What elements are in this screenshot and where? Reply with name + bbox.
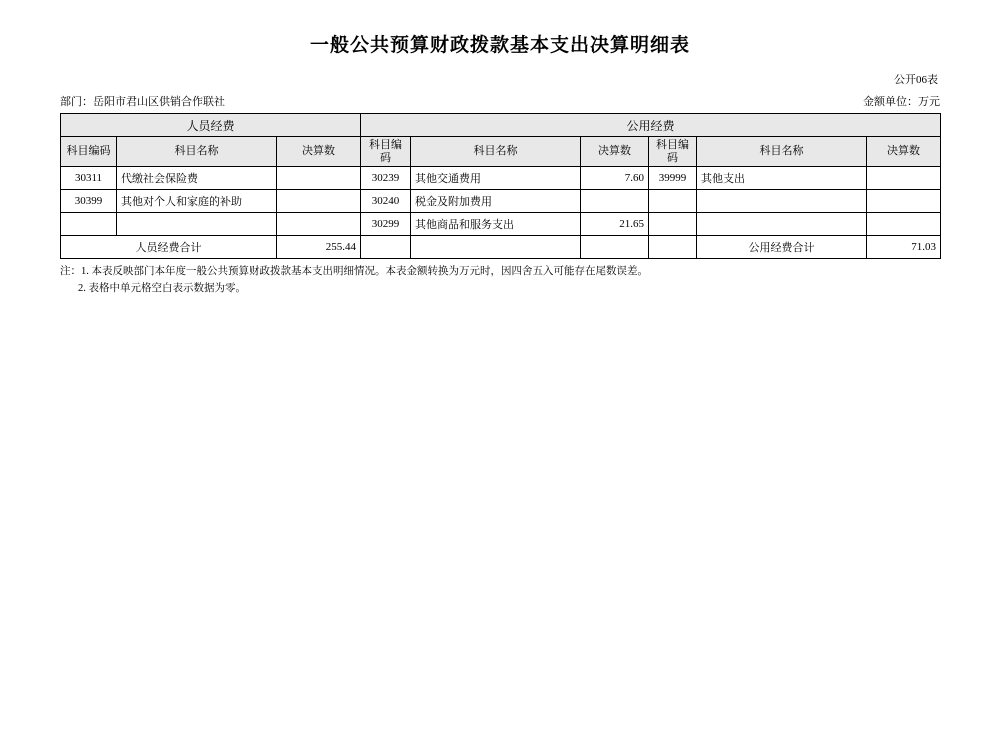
page-title: 一般公共预算财政拨款基本支出决算明细表: [309, 35, 690, 56]
cell-personnel-code: [61, 213, 117, 236]
total-spacer-amount: [581, 236, 649, 259]
unit-label: 金额单位：万元: [863, 96, 940, 108]
column-header-amount-1: 决算数: [277, 137, 361, 167]
group-header-public: 公用经费: [361, 114, 941, 137]
cell-personnel-code: 30311: [61, 167, 117, 190]
column-header-code-1: 科目编码: [61, 137, 117, 167]
cell-personnel-amount: [277, 190, 361, 213]
cell-public-code: 30299: [361, 213, 411, 236]
note-line-2: 2. 表格中单元格空白表示数据为零。: [78, 283, 246, 295]
cell-personnel-name: 其他对个人和家庭的补助: [117, 190, 277, 213]
total-personnel-label: 人员经费合计: [61, 236, 277, 259]
table-row: [61, 190, 941, 213]
budget-table: [60, 113, 941, 259]
cell-public-name: 其他交通费用: [411, 167, 581, 190]
cell-other-name: [697, 213, 867, 236]
cell-personnel-name: 代缴社会保险费: [117, 167, 277, 190]
total-spacer-code: [361, 236, 411, 259]
cell-public-code: 30239: [361, 167, 411, 190]
table-row: [61, 167, 941, 190]
column-header-amount-2: 决算数: [581, 137, 649, 167]
meta-row: [60, 93, 940, 109]
cell-public-name: 税金及附加费用: [411, 190, 581, 213]
cell-personnel-amount: [277, 167, 361, 190]
cell-other-code: [649, 190, 697, 213]
table-row: [61, 213, 941, 236]
cell-other-amount: [867, 190, 941, 213]
page-root: [0, 30, 1000, 736]
cell-public-amount: [581, 190, 649, 213]
column-header-name-1: 科目名称: [117, 137, 277, 167]
group-header-personnel: 人员经费: [61, 114, 361, 137]
note-line-1: 注：1. 本表反映部门本年度一般公共预算财政拨款基本支出明细情况。本表金额转换为万元时，因四舍五入可能存在尾数误差。: [60, 266, 648, 278]
cell-public-amount: 7.60: [581, 167, 649, 190]
table-group-header-row: [61, 114, 941, 137]
column-header-code-2: 科目编码: [361, 137, 411, 167]
table-column-header-row: [61, 137, 941, 167]
cell-personnel-name: [117, 213, 277, 236]
cell-other-code: 39999: [649, 167, 697, 190]
cell-public-amount: 21.65: [581, 213, 649, 236]
cell-public-code: 30240: [361, 190, 411, 213]
cell-other-amount: [867, 213, 941, 236]
department-label: 部门：岳阳市君山区供销合作联社: [60, 96, 225, 108]
cell-personnel-amount: [277, 213, 361, 236]
cell-other-code: [649, 213, 697, 236]
cell-other-amount: [867, 167, 941, 190]
cell-other-name: 其他支出: [697, 167, 867, 190]
column-header-name-3: 科目名称: [697, 137, 867, 167]
total-public-label: 公用经费合计: [697, 236, 867, 259]
cell-personnel-code: 30399: [61, 190, 117, 213]
cell-other-name: [697, 190, 867, 213]
total-personnel-amount: 255.44: [277, 236, 361, 259]
column-header-code-3: 科目编码: [649, 137, 697, 167]
total-spacer-code-2: [649, 236, 697, 259]
table-notes: [60, 264, 940, 298]
cell-public-name: 其他商品和服务支出: [411, 213, 581, 236]
column-header-amount-3: 决算数: [867, 137, 941, 167]
form-code: 公开06表: [894, 74, 938, 86]
column-header-name-2: 科目名称: [411, 137, 581, 167]
total-spacer-name: [411, 236, 581, 259]
total-public-amount: 71.03: [867, 236, 941, 259]
table-total-row: [61, 236, 941, 259]
